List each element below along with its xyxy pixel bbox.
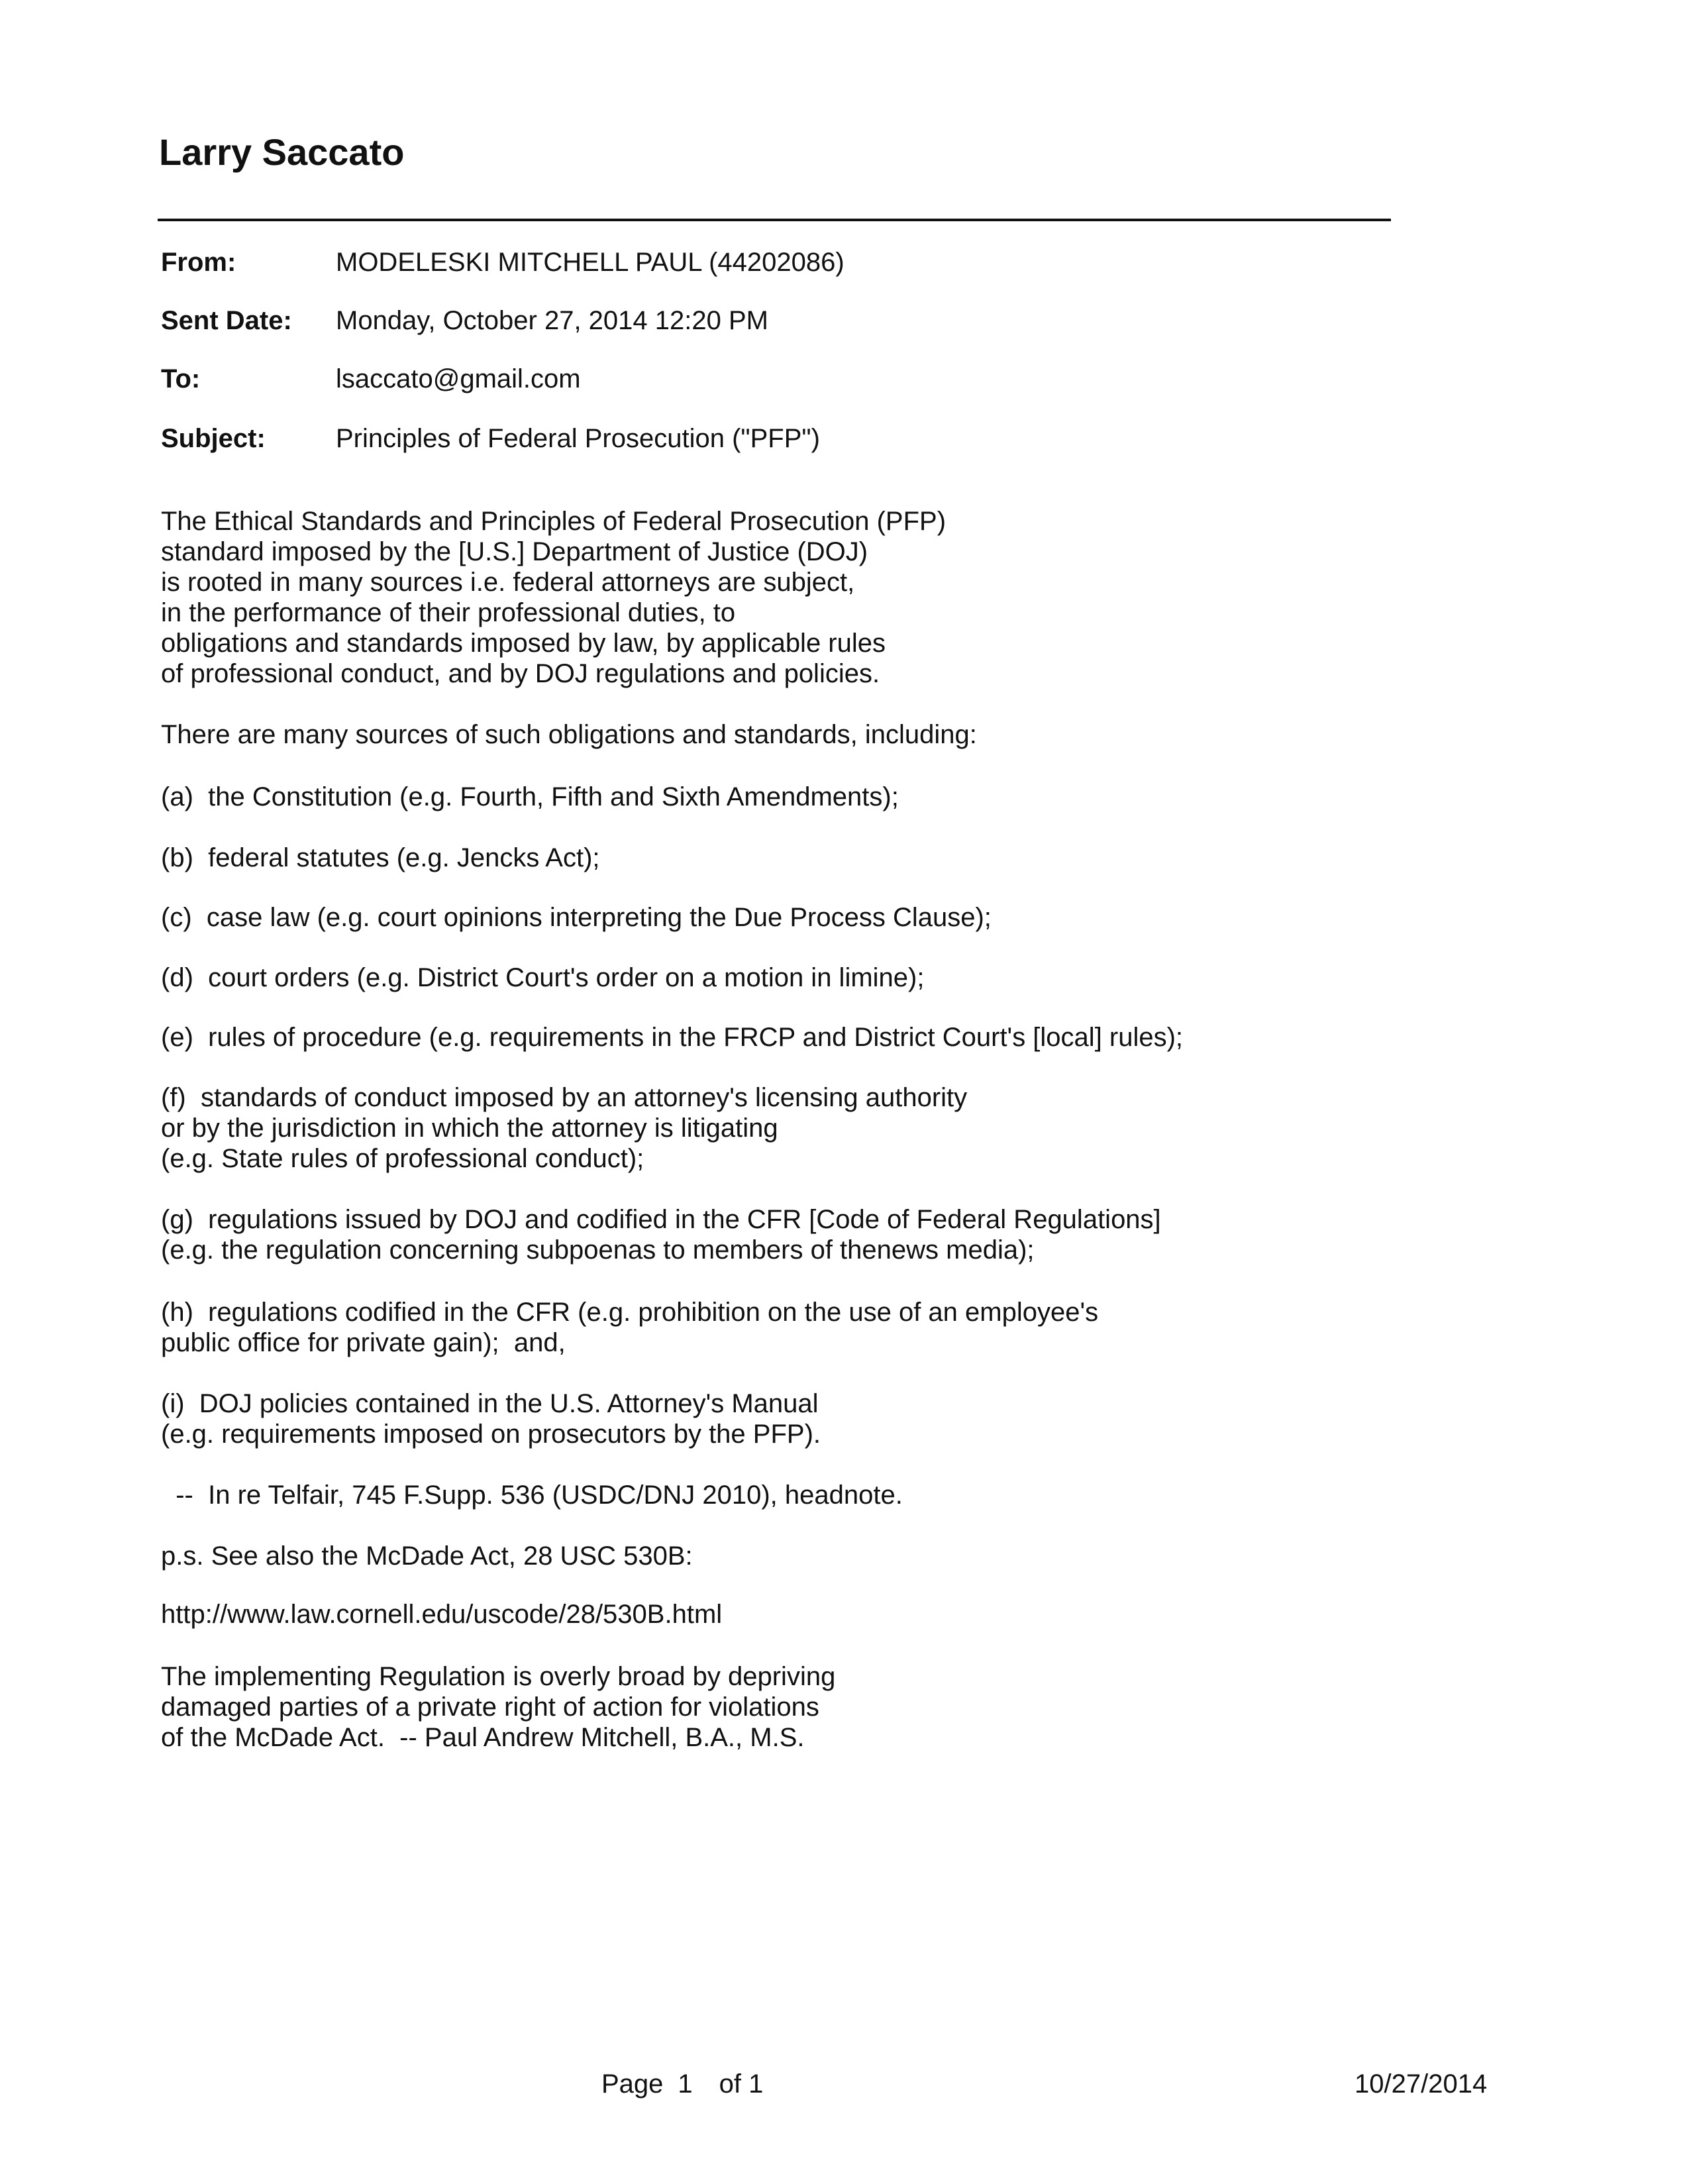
list-item-line: (d) court orders (e.g. District Court's order on a motion in limine); [161,963,925,992]
list-item-line: (i) DOJ policies contained in the U.S. Attorney's Manual [161,1389,819,1418]
sent-date-label: Sent Date: [161,306,292,335]
postscript: p.s. See also the McDade Act, 28 USC 530B: [161,1541,693,1571]
case-citation: -- In re Telfair, 745 F.Supp. 536 (USDC/DNJ 2010), headnote. [161,1481,903,1510]
sent-date-value: Monday, October 27, 2014 12:20 PM [336,306,768,335]
list-item-e [161,1022,1183,1053]
subject-label: Subject: [161,424,266,453]
intro-line: is rooted in many sources i.e. federal attorneys are subject, [161,568,855,597]
list-item-line: (e.g. State rules of professional conduct); [161,1144,644,1173]
list-item-f [161,1082,967,1174]
list-item-line: (e.g. the regulation concerning subpoenas to members of thenews media); [161,1235,1035,1265]
list-item-g [161,1204,1161,1265]
reference-link[interactable]: http://www.law.cornell.edu/uscode/28/530B.html [161,1600,723,1629]
list-item-line: (h) regulations codified in the CFR (e.g. prohibition on the use of an employee's [161,1298,1099,1327]
intro-line: The Ethical Standards and Principles of Federal Prosecution (PFP) [161,507,947,536]
list-item-line: or by the jurisdiction in which the attorney is litigating [161,1114,778,1143]
list-item-line: (a) the Constitution (e.g. Fourth, Fifth and Sixth Amendments); [161,782,899,811]
closing-line: The implementing Regulation is overly broad by depriving [161,1662,836,1691]
page-indicator [601,2068,763,2100]
from-value: MODELESKI MITCHELL PAUL (44202086) [336,248,844,277]
closing-line: damaged parties of a private right of action for violations [161,1692,819,1722]
list-item-line: (g) regulations issued by DOJ and codified in the CFR [Code of Federal Regulations] [161,1205,1161,1234]
closing-paragraph [161,1661,835,1753]
intro-line: obligations and standards imposed by law, by applicable rules [161,629,886,658]
page-label: Page [601,2069,664,2099]
list-item-h [161,1297,1098,1358]
closing-line: of the McDade Act. -- Paul Andrew Mitchell, B.A., M.S. [161,1723,805,1752]
print-date: 10/27/2014 [1355,2069,1488,2099]
list-item-i [161,1388,821,1449]
list-item-line: (c) case law (e.g. court opinions interpreting the Due Process Clause); [161,903,992,932]
list-item-d [161,962,924,993]
intro-paragraph [161,506,946,689]
list-item-line: (f) standards of conduct imposed by an attorney's licensing authority [161,1083,968,1112]
list-item-a [161,782,899,812]
page-current: 1 [678,2069,693,2099]
list-item-line: public office for private gain); and, [161,1328,566,1357]
intro-line: in the performance of their professional duties, to [161,598,736,627]
list-item-line: (e.g. requirements imposed on prosecutors by the PFP). [161,1420,821,1449]
list-item-line: (e) rules of procedure (e.g. requirements in the FRCP and District Court's [local] rules); [161,1023,1184,1052]
intro-line: standard imposed by the [U.S.] Department of Justice (DOJ) [161,537,868,566]
list-item-c [161,902,992,933]
intro-line: of professional conduct, and by DOJ regulations and policies. [161,659,880,688]
list-item-line: (b) federal statutes (e.g. Jencks Act); [161,843,600,872]
subject-value: Principles of Federal Prosecution ("PFP") [336,424,820,453]
to-label: To: [161,364,201,393]
header-divider [158,219,1391,221]
sources-lead: There are many sources of such obligations and standards, including: [161,720,977,749]
page-total: of 1 [719,2069,764,2099]
list-item-b [161,843,600,873]
to-value: lsaccato@gmail.com [336,364,581,393]
document-title: Larry Saccato [159,131,405,173]
from-label: From: [161,248,236,277]
